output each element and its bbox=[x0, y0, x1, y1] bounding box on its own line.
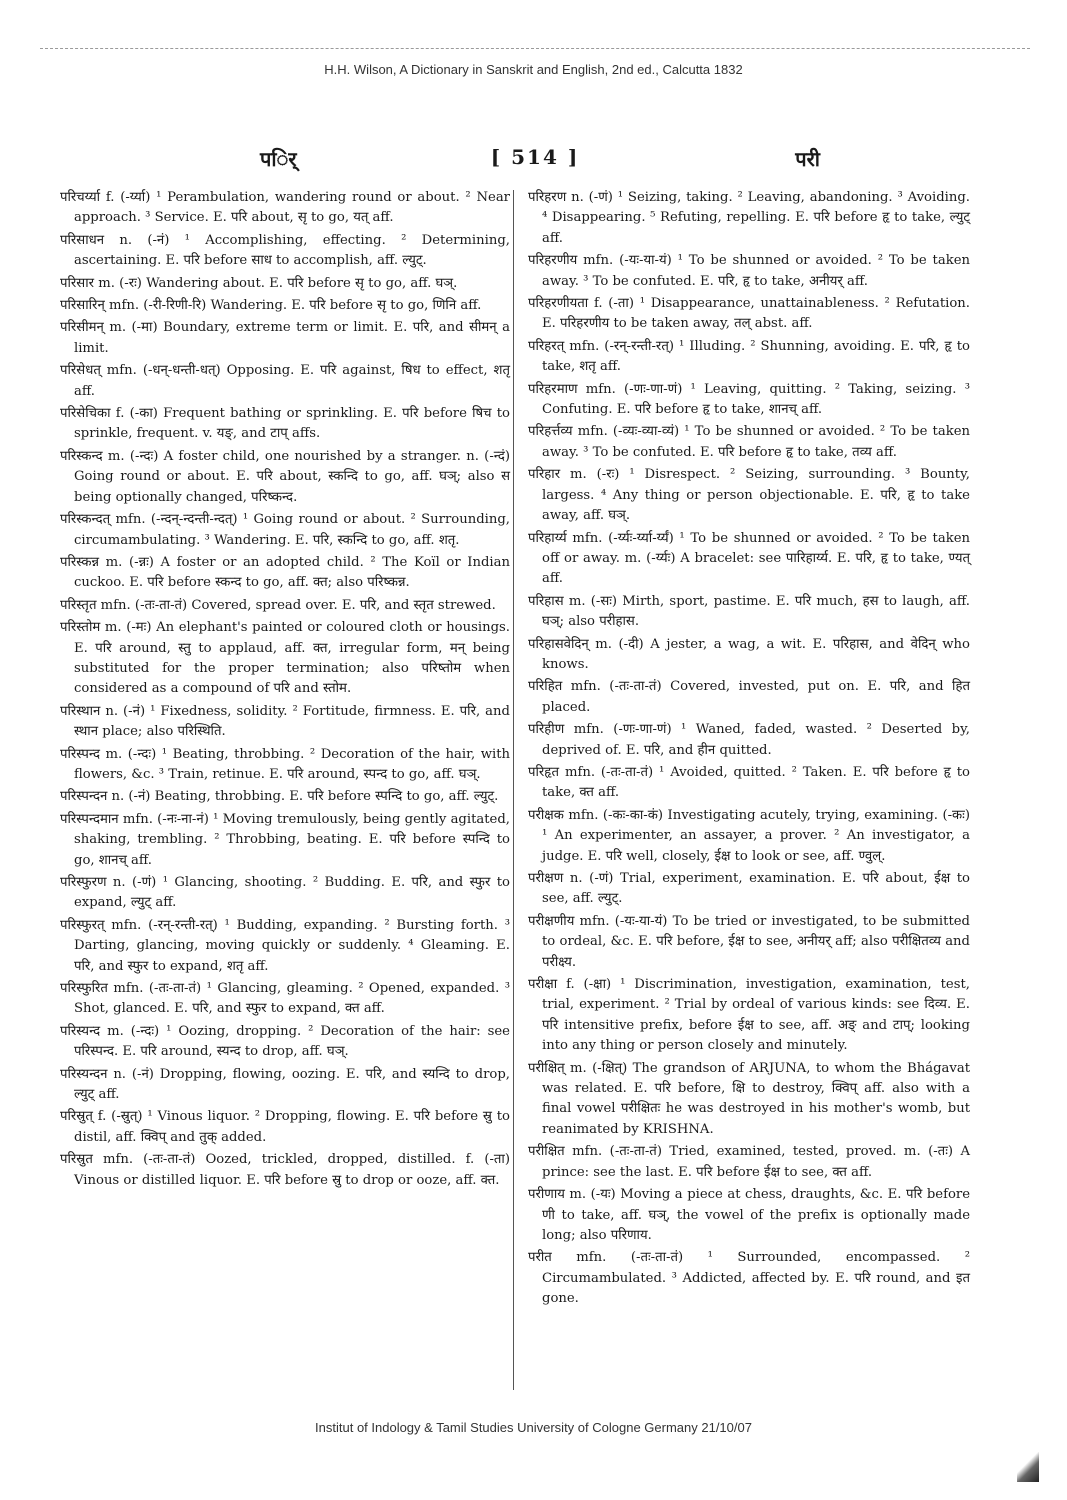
running-head bbox=[60, 145, 1010, 181]
dictionary-entry: परिस्फुरण n. (-णं) ¹ Glancing, shooting. ² Budding. E. परि, and स्फुर to expand, ल्युट् aff. bbox=[60, 875, 510, 911]
dictionary-entry: परिस्पन्दन n. (-नं) Beating, throbbing. E. परि before स्पन्दि to go, aff. ल्युट्. bbox=[60, 789, 499, 805]
dictionary-entry: परीक्षा f. (-क्षा) ¹ Discrimination, investigation, examination, test, trial, experiment. ² Trial by ordeal of various kinds: see दिव्य. E. परि intensitive prefix, before ईक्ष to see, aff. अङ् and टाप्; looking into any thing or person closely and minutely. bbox=[528, 977, 970, 1054]
guide-word-left: पर्ि bbox=[260, 147, 297, 171]
dictionary-entry: परिहरत् mfn. (-रन्-रन्ती-रत्) ¹ Illuding. ² Shunning, avoiding. E. परि, हृ to take, शतृ aff. bbox=[528, 338, 970, 375]
dictionary-entry: परिचर्य्या f. (-र्य्या) ¹ Perambulation, wandering round or about. ² Near approach. ³ Service. E. परि about, सृ to go, यत् aff. bbox=[60, 190, 510, 226]
dictionary-entry: परिस्तोम m. (-मः) An elephant's painted or coloured cloth or housings. E. परि around, स्तु to applaud, aff. क्त, irregular form, मन् being substituted for the proper termination; also परिष्तोम when considered as a compound of परि and स्तोम. bbox=[60, 620, 510, 697]
dictionary-entry: परिहरमाण mfn. (-णः-णा-णं) ¹ Leaving, quitting. ² Taking, seizing. ³ Confuting. E. परि before हृ to take, शानच् aff. bbox=[528, 381, 970, 418]
dictionary-entry: परिहीण mfn. (-णः-णा-णं) ¹ Waned, faded, wasted. ² Deserted by, deprived of. E. परि, and हीन quitted. bbox=[528, 722, 970, 758]
dictionary-entry: परिस्फुरित mfn. (-तः-ता-तं) ¹ Glancing, gleaming. ² Opened, expanded. ³ Shot, glanced. E. परि, and स्फुर to expand, क्त aff. bbox=[60, 981, 510, 1017]
dictionary-entry: परिस्यन्दन n. (-नं) Dropping, flowing, oozing. E. परि, and स्यन्दि to drop, ल्युट् aff. bbox=[60, 1066, 510, 1103]
dictionary-entry: परिस्थान n. (-नं) ¹ Fixedness, solidity. ² Fortitude, firmness. E. परि, and स्थान place; also परिस्थिति. bbox=[60, 703, 510, 740]
dictionary-entry: परिसार m. (-रः) Wandering about. E. परि before सृ to go, aff. घञ्. bbox=[60, 275, 458, 291]
dictionary-entry: परिस्पन्द m. (-न्दः) ¹ Beating, throbbing. ² Decoration of the hair, with flowers, &c. ³ Train, retinue. E. परि around, स्पन्द to go, aff. घञ्. bbox=[60, 746, 510, 782]
column-divider bbox=[513, 190, 514, 1390]
dictionary-entry: परीक्षित mfn. (-तः-ता-तं) Tried, examined, tested, proved. m. (-तः) A prince: see the last. E. परि before ईक्ष to see, क्त aff. bbox=[528, 1144, 970, 1180]
dictionary-entry: परिसारिन् mfn. (-री-रिणी-रि) Wandering. E. परि before सृ to go, णिनि aff. bbox=[60, 298, 482, 314]
top-rule bbox=[40, 48, 1030, 49]
dictionary-entry: परिहार m. (-रः) ¹ Disrespect. ² Seizing, surrounding. ³ Bounty, largess. ⁴ Any thing or person objectionable. E. परि, हृ to take away, aff. घञ्. bbox=[528, 467, 970, 524]
scan-corner-mark bbox=[1017, 1452, 1039, 1482]
guide-word-right: परी bbox=[795, 147, 820, 171]
right-column bbox=[528, 188, 970, 1312]
dictionary-entry: परिहास m. (-सः) Mirth, sport, pastime. E. परि much, हस to laugh, aff. घञ्; also परीहास. bbox=[528, 593, 970, 630]
dictionary-entry: परीत mfn. (-तः-ता-तं) ¹ Surrounded, encompassed. ² Circumambulated. ³ Addicted, affected by. E. परि round, and इत gone. bbox=[528, 1250, 970, 1307]
page-number: [ 514 ] bbox=[490, 145, 580, 169]
source-citation: H.H. Wilson, A Dictionary in Sanskrit and English, 2nd ed., Calcutta 1832 bbox=[324, 62, 743, 77]
left-column bbox=[60, 188, 510, 1193]
dictionary-entry: परिस्रुत mfn. (-तः-ता-तं) Oozed, trickled, dropped, distilled. f. (-ता) Vinous or distilled liquor. E. परि before स्रु to drop or ooze, aff. क्त. bbox=[60, 1152, 510, 1188]
dictionary-entry: परीक्षणीय mfn. (-यः-या-यं) To be tried or investigated, to be submitted to ordeal, &c. E. परि before, ईक्ष to see, अनीयर् aff; also परीक्षितव्य and परीक्ष्य. bbox=[528, 913, 970, 970]
dictionary-entry: परिहरण n. (-णं) ¹ Seizing, taking. ² Leaving, abandoning. ³ Avoiding. ⁴ Disappearing. ⁵ Refuting, repelling. E. परि before हृ to take, ल्युट् aff. bbox=[528, 190, 970, 246]
dictionary-entry: परिसेधत् mfn. (-धन्-धन्ती-धत्) Opposing. E. परि against, षिध to effect, शतृ aff. bbox=[60, 363, 510, 399]
dictionary-entry: परीणाय m. (-यः) Moving a piece at chess, draughts, &c. E. परि before णी to take, aff. घञ्, the vowel of the prefix is optionally made long; also परिणाय. bbox=[528, 1187, 970, 1243]
dictionary-entry: परिहरणीय mfn. (-यः-या-यं) ¹ To be shunned or avoided. ² To be taken away. ³ To be confuted. E. परि, हृ to take, अनीयर् aff. bbox=[528, 253, 970, 289]
dictionary-entry: परिस्पन्दमान mfn. (-नः-ना-नं) ¹ Moving tremulously, being gently agitated, shaking, trembling. ² Throbbing, beating. E. परि before स्पन्दि to go, शानच् aff. bbox=[60, 811, 510, 868]
dictionary-entry: परिसेचिका f. (-का) Frequent bathing or sprinkling. E. परि before षिच to sprinkle, frequent. v. यङ्, and टाप् affs. bbox=[60, 406, 510, 442]
dictionary-entry: परिहृत mfn. (-तः-ता-तं) ¹ Avoided, quitted. ² Taken. E. परि before हृ to take, क्त aff. bbox=[528, 764, 970, 801]
dictionary-entry: परिस्कन्न m. (-न्नः) A foster or an adopted child. ² The Koïl or Indian cuckoo. E. परि before स्कन्द to go, aff. क्त; also परिष्कन्न. bbox=[60, 554, 510, 591]
dictionary-entry: परिस्कन्द m. (-न्दः) A foster child, one nourished by a stranger. n. (-न्दं) Going round or about. E. परि about, स्कन्दि to go, aff. घञ्; also स being optionally changed, परिष्कन्द. bbox=[60, 448, 510, 505]
dictionary-entry: परीक्षण n. (-णं) Trial, experiment, examination. E. परि about, ईक्ष to see, aff. ल्युट्. bbox=[528, 871, 970, 907]
dictionary-entry: परिस्रुत् f. (-स्रुत्) ¹ Vinous liquor. ² Dropping, flowing. E. परि before स्रु to distil, aff. क्विप् and तुक् added. bbox=[60, 1109, 510, 1145]
dictionary-entry: परिहार्य्य mfn. (-र्य्यः-र्य्या-र्य्यं) ¹ To be shunned or avoided. ² To be taken off or away. m. (-र्य्यः) A bracelet: see पारिहार्य्य. E. परि, हृ to take, ण्यत् aff. bbox=[528, 530, 970, 587]
footer-credit: Institut of Indology & Tamil Studies University of Cologne Germany 21/10/07 bbox=[315, 1420, 752, 1435]
dictionary-entry: परीक्षक mfn. (-कः-का-कं) Investigating acutely, trying, examining. (-कः) ¹ An experimenter, an assayer, a prover. ² An investigator, a judge. E. परि well, closely, ईक्ष to look or see, aff. ण्वुल्. bbox=[528, 807, 970, 864]
dictionary-entry: परिस्तृत mfn. (-तः-ता-तं) Covered, spread over. E. परि, and स्तृत strewed. bbox=[60, 597, 496, 613]
dictionary-entry: परिहर्त्तव्य mfn. (-व्यः-व्या-व्यं) ¹ To be shunned or avoided. ² To be taken away. ³ To be confuted. E. परि before हृ to take, तव्य aff. bbox=[528, 424, 970, 460]
dictionary-entry: परिस्फुरत् mfn. (-रन्-रन्ती-रत्) ¹ Budding, expanding. ² Bursting forth. ³ Darting, glancing, moving quickly or suddenly. ⁴ Gleaming. E. परि, and स्फुर to expand, शतृ aff. bbox=[60, 917, 510, 974]
dictionary-entry: परिस्कन्दत् mfn. (-न्दन्-न्दन्ती-न्दत्) ¹ Going round or about. ² Surrounding, circumambulating. ³ Wandering. E. परि, स्कन्दि to go, aff. शतृ. bbox=[60, 512, 510, 548]
dictionary-entry: परिसाधन n. (-नं) ¹ Accomplishing, effecting. ² Determining, ascertaining. E. परि before साध to accomplish, aff. ल्युट्. bbox=[60, 232, 510, 269]
dictionary-entry: परीक्षित् m. (-क्षित्) The grandson of ARJUNA, to whom the Bhágavat was related. E. परि before, क्षि to destroy, क्विप् aff. also with a final vowel परीक्षितः he was destroyed in his mother's womb, but reanimated by KRISHNA. bbox=[528, 1060, 970, 1137]
dictionary-entry: परिहित mfn. (-तः-ता-तं) Covered, invested, put on. E. परि, and हित placed. bbox=[528, 679, 970, 715]
dictionary-entry: परिहरणीयता f. (-ता) ¹ Disappearance, unattainableness. ² Refutation. E. परिहरणीय to be taken away, तल् abst. aff. bbox=[528, 296, 970, 332]
dictionary-entry: परिस्यन्द m. (-न्दः) ¹ Oozing, dropping. ² Decoration of the hair: see परिस्पन्द. E. परि around, स्यन्द to drop, aff. घञ्. bbox=[60, 1023, 510, 1060]
dictionary-entry: परिसीमन् m. (-मा) Boundary, extreme term or limit. E. परि, and सीमन् a limit. bbox=[60, 320, 510, 356]
dictionary-entry: परिहासवेदिन् m. (-दी) A jester, a wag, a wit. E. परिहास, and वेदिन् who knows. bbox=[528, 636, 970, 672]
